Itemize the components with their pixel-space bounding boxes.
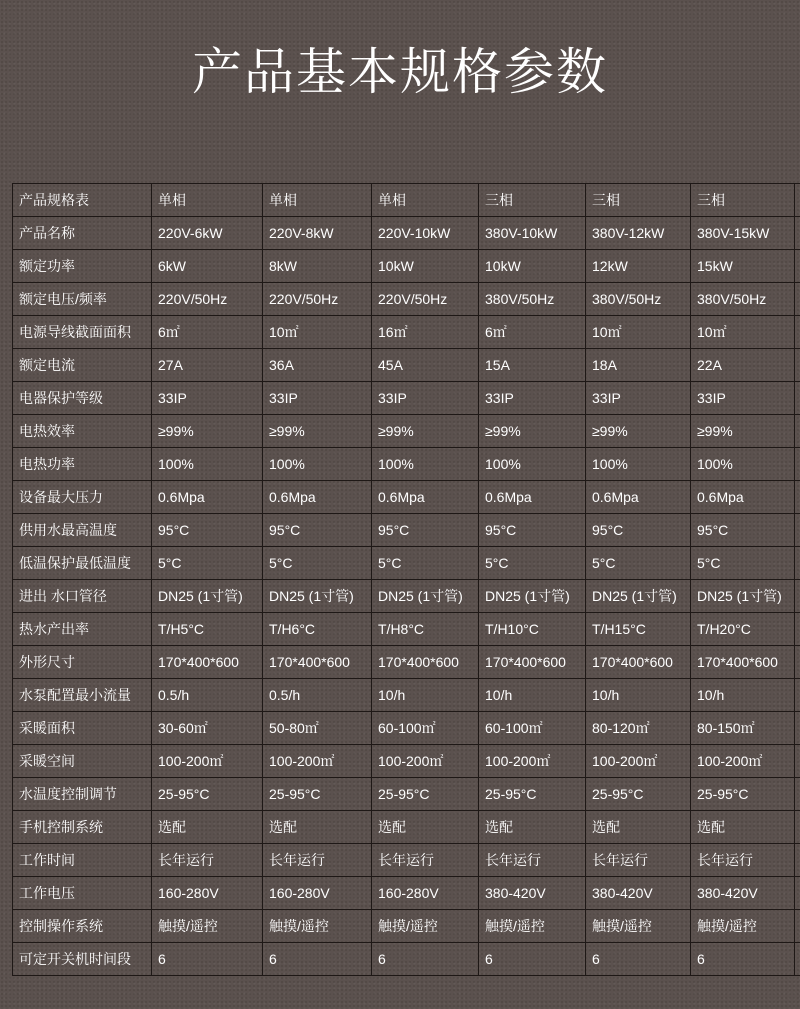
table-cell: 触摸/遥控 <box>263 910 372 943</box>
table-cell: 6 <box>479 943 586 976</box>
table-cell: 单相 <box>372 184 479 217</box>
table-cell: 0.6Mpa <box>691 481 795 514</box>
table-edge-cell <box>795 679 800 712</box>
table-edge-cell <box>795 448 800 481</box>
table-cell: 选配 <box>691 811 795 844</box>
table-cell: 10㎡ <box>586 316 691 349</box>
table-cell: 160-280V <box>263 877 372 910</box>
row-label: 额定功率 <box>13 250 152 283</box>
table-cell: 60-100㎡ <box>479 712 586 745</box>
table-cell: 25-95°C <box>263 778 372 811</box>
table-cell: DN25 (1寸管) <box>691 580 795 613</box>
table-cell: 100-200㎡ <box>586 745 691 778</box>
table-cell: 380-420V <box>586 877 691 910</box>
table-row <box>13 184 800 217</box>
table-row <box>13 316 800 349</box>
table-cell: DN25 (1寸管) <box>372 580 479 613</box>
table-cell: 30-60㎡ <box>152 712 263 745</box>
table-cell: 100-200㎡ <box>152 745 263 778</box>
table-cell: 33IP <box>263 382 372 415</box>
table-cell: DN25 (1寸管) <box>263 580 372 613</box>
table-cell: DN25 (1寸管) <box>152 580 263 613</box>
spec-table-body <box>13 184 800 976</box>
table-cell: 12kW <box>586 250 691 283</box>
table-row <box>13 283 800 316</box>
table-edge-cell <box>795 217 800 250</box>
table-cell: 25-95°C <box>586 778 691 811</box>
table-cell: 0.6Mpa <box>479 481 586 514</box>
table-cell: 380V/50Hz <box>691 283 795 316</box>
row-label: 电热功率 <box>13 448 152 481</box>
table-row <box>13 349 800 382</box>
table-row <box>13 415 800 448</box>
table-cell: 5°C <box>152 547 263 580</box>
table-edge-cell <box>795 910 800 943</box>
table-cell: 6 <box>586 943 691 976</box>
table-edge-cell <box>795 811 800 844</box>
table-cell: 170*400*600 <box>372 646 479 679</box>
table-cell: 10/h <box>372 679 479 712</box>
spec-table <box>12 183 800 976</box>
table-cell: 100% <box>479 448 586 481</box>
table-row <box>13 547 800 580</box>
row-label: 电源导线截面面积 <box>13 316 152 349</box>
table-cell: T/H20°C <box>691 613 795 646</box>
table-cell: 95°C <box>691 514 795 547</box>
table-cell: 95°C <box>586 514 691 547</box>
row-label: 采暖面积 <box>13 712 152 745</box>
table-cell: 0.5/h <box>152 679 263 712</box>
table-cell: 三相 <box>479 184 586 217</box>
table-cell: 长年运行 <box>586 844 691 877</box>
table-cell: 单相 <box>152 184 263 217</box>
table-cell: 15kW <box>691 250 795 283</box>
table-row <box>13 217 800 250</box>
table-cell: 6㎡ <box>479 316 586 349</box>
row-label: 供用水最高温度 <box>13 514 152 547</box>
row-label: 额定电压/频率 <box>13 283 152 316</box>
table-cell: 22A <box>691 349 795 382</box>
table-cell: ≥99% <box>691 415 795 448</box>
row-label: 进出 水口管径 <box>13 580 152 613</box>
table-cell: 45A <box>372 349 479 382</box>
table-cell: DN25 (1寸管) <box>479 580 586 613</box>
table-edge-cell <box>795 349 800 382</box>
table-cell: 27A <box>152 349 263 382</box>
table-cell: 6 <box>152 943 263 976</box>
table-cell: T/H10°C <box>479 613 586 646</box>
table-cell: 220V-6kW <box>152 217 263 250</box>
table-cell: 5°C <box>372 547 479 580</box>
table-cell: 15A <box>479 349 586 382</box>
table-row <box>13 448 800 481</box>
table-edge-cell <box>795 943 800 976</box>
table-cell: 80-150㎡ <box>691 712 795 745</box>
table-edge-cell <box>795 316 800 349</box>
table-cell: 100% <box>691 448 795 481</box>
table-cell: 380-420V <box>691 877 795 910</box>
table-edge-cell <box>795 547 800 580</box>
table-cell: 触摸/遥控 <box>152 910 263 943</box>
table-row <box>13 910 800 943</box>
row-label: 设备最大压力 <box>13 481 152 514</box>
table-cell: 100-200㎡ <box>263 745 372 778</box>
row-label: 手机控制系统 <box>13 811 152 844</box>
table-cell: 10/h <box>691 679 795 712</box>
table-cell: 10/h <box>586 679 691 712</box>
row-label: 可定开关机时间段 <box>13 943 152 976</box>
table-cell: 10㎡ <box>263 316 372 349</box>
table-cell: ≥99% <box>586 415 691 448</box>
table-cell: 33IP <box>691 382 795 415</box>
table-edge-cell <box>795 844 800 877</box>
table-cell: 触摸/遥控 <box>691 910 795 943</box>
table-cell: 三相 <box>691 184 795 217</box>
table-cell: 25-95°C <box>372 778 479 811</box>
table-cell: 380-420V <box>479 877 586 910</box>
table-cell: 33IP <box>152 382 263 415</box>
table-cell: 长年运行 <box>372 844 479 877</box>
table-cell: 0.6Mpa <box>263 481 372 514</box>
row-label: 控制操作系统 <box>13 910 152 943</box>
table-row <box>13 646 800 679</box>
table-cell: T/H15°C <box>586 613 691 646</box>
table-edge-cell <box>795 514 800 547</box>
table-cell: 6 <box>372 943 479 976</box>
table-edge-cell <box>795 283 800 316</box>
table-edge-cell <box>795 250 800 283</box>
table-cell: 380V-12kW <box>586 217 691 250</box>
table-row <box>13 745 800 778</box>
table-cell: 100-200㎡ <box>691 745 795 778</box>
table-cell: 5°C <box>263 547 372 580</box>
table-cell: 170*400*600 <box>586 646 691 679</box>
table-cell: 0.5/h <box>263 679 372 712</box>
table-edge-cell <box>795 745 800 778</box>
table-row <box>13 844 800 877</box>
table-row <box>13 613 800 646</box>
table-cell: 触摸/遥控 <box>586 910 691 943</box>
table-cell: 170*400*600 <box>152 646 263 679</box>
table-row <box>13 250 800 283</box>
table-cell: 220V/50Hz <box>263 283 372 316</box>
table-row <box>13 811 800 844</box>
table-cell: 36A <box>263 349 372 382</box>
row-label: 电器保护等级 <box>13 382 152 415</box>
table-cell: 5°C <box>586 547 691 580</box>
table-cell: 25-95°C <box>479 778 586 811</box>
table-cell: 100-200㎡ <box>479 745 586 778</box>
row-label: 电热效率 <box>13 415 152 448</box>
table-edge-cell <box>795 646 800 679</box>
table-cell: 95°C <box>152 514 263 547</box>
table-cell: 6 <box>691 943 795 976</box>
table-cell: 选配 <box>586 811 691 844</box>
page-title: 产品基本规格参数 <box>192 44 608 100</box>
table-cell: 33IP <box>372 382 479 415</box>
table-cell: 选配 <box>372 811 479 844</box>
table-cell: 5°C <box>479 547 586 580</box>
table-cell: 220V/50Hz <box>372 283 479 316</box>
table-edge-cell <box>795 712 800 745</box>
table-edge-cell <box>795 184 800 217</box>
table-row <box>13 481 800 514</box>
table-cell: 0.6Mpa <box>586 481 691 514</box>
row-label: 外形尺寸 <box>13 646 152 679</box>
table-cell: 10/h <box>479 679 586 712</box>
table-cell: 160-280V <box>152 877 263 910</box>
table-cell: 170*400*600 <box>263 646 372 679</box>
table-cell: 10㎡ <box>691 316 795 349</box>
table-cell: ≥99% <box>263 415 372 448</box>
table-cell: 单相 <box>263 184 372 217</box>
table-cell: T/H6°C <box>263 613 372 646</box>
table-cell: 160-280V <box>372 877 479 910</box>
table-cell: 380V/50Hz <box>479 283 586 316</box>
table-cell: 触摸/遥控 <box>479 910 586 943</box>
table-cell: 80-120㎡ <box>586 712 691 745</box>
row-label: 产品名称 <box>13 217 152 250</box>
table-row <box>13 679 800 712</box>
table-cell: 8kW <box>263 250 372 283</box>
table-cell: 25-95°C <box>152 778 263 811</box>
table-cell: 选配 <box>479 811 586 844</box>
table-cell: 100-200㎡ <box>372 745 479 778</box>
row-label: 水泵配置最小流量 <box>13 679 152 712</box>
table-cell: 6kW <box>152 250 263 283</box>
table-cell: 95°C <box>263 514 372 547</box>
table-edge-cell <box>795 778 800 811</box>
table-cell: 0.6Mpa <box>152 481 263 514</box>
table-cell: 380V/50Hz <box>586 283 691 316</box>
table-edge-cell <box>795 580 800 613</box>
table-cell: 220V-8kW <box>263 217 372 250</box>
table-cell: 100% <box>263 448 372 481</box>
table-cell: 95°C <box>479 514 586 547</box>
table-row <box>13 712 800 745</box>
table-cell: 选配 <box>263 811 372 844</box>
row-label: 热水产出率 <box>13 613 152 646</box>
table-cell: 25-95°C <box>691 778 795 811</box>
table-cell: T/H8°C <box>372 613 479 646</box>
table-row <box>13 943 800 976</box>
table-cell: 18A <box>586 349 691 382</box>
table-cell: 220V-10kW <box>372 217 479 250</box>
table-cell: 50-80㎡ <box>263 712 372 745</box>
row-label: 工作时间 <box>13 844 152 877</box>
table-cell: ≥99% <box>479 415 586 448</box>
table-cell: 6 <box>263 943 372 976</box>
table-cell: 170*400*600 <box>479 646 586 679</box>
table-cell: 95°C <box>372 514 479 547</box>
table-cell: 10kW <box>372 250 479 283</box>
table-cell: 长年运行 <box>152 844 263 877</box>
table-cell: 220V/50Hz <box>152 283 263 316</box>
table-cell: 三相 <box>586 184 691 217</box>
row-label: 采暖空间 <box>13 745 152 778</box>
table-cell: ≥99% <box>152 415 263 448</box>
table-cell: 触摸/遥控 <box>372 910 479 943</box>
table-cell: 380V-15kW <box>691 217 795 250</box>
table-cell: ≥99% <box>372 415 479 448</box>
table-cell: 10kW <box>479 250 586 283</box>
table-cell: DN25 (1寸管) <box>586 580 691 613</box>
table-cell: 6㎡ <box>152 316 263 349</box>
row-label: 低温保护最低温度 <box>13 547 152 580</box>
table-row <box>13 514 800 547</box>
table-cell: 长年运行 <box>691 844 795 877</box>
table-cell: 0.6Mpa <box>372 481 479 514</box>
table-cell: 33IP <box>586 382 691 415</box>
row-label: 额定电流 <box>13 349 152 382</box>
row-label: 水温度控制调节 <box>13 778 152 811</box>
table-row <box>13 778 800 811</box>
table-edge-cell <box>795 613 800 646</box>
table-cell: 16㎡ <box>372 316 479 349</box>
row-label: 产品规格表 <box>13 184 152 217</box>
table-row <box>13 382 800 415</box>
table-cell: 长年运行 <box>479 844 586 877</box>
table-edge-cell <box>795 877 800 910</box>
table-cell: 60-100㎡ <box>372 712 479 745</box>
table-edge-cell <box>795 481 800 514</box>
table-cell: 100% <box>586 448 691 481</box>
table-cell: 380V-10kW <box>479 217 586 250</box>
table-cell: 33IP <box>479 382 586 415</box>
table-row <box>13 580 800 613</box>
row-label: 工作电压 <box>13 877 152 910</box>
table-cell: 170*400*600 <box>691 646 795 679</box>
table-cell: 选配 <box>152 811 263 844</box>
table-cell: 长年运行 <box>263 844 372 877</box>
table-cell: 100% <box>152 448 263 481</box>
table-row <box>13 877 800 910</box>
table-edge-cell <box>795 415 800 448</box>
table-cell: 100% <box>372 448 479 481</box>
table-cell: 5°C <box>691 547 795 580</box>
table-cell: T/H5°C <box>152 613 263 646</box>
table-edge-cell <box>795 382 800 415</box>
